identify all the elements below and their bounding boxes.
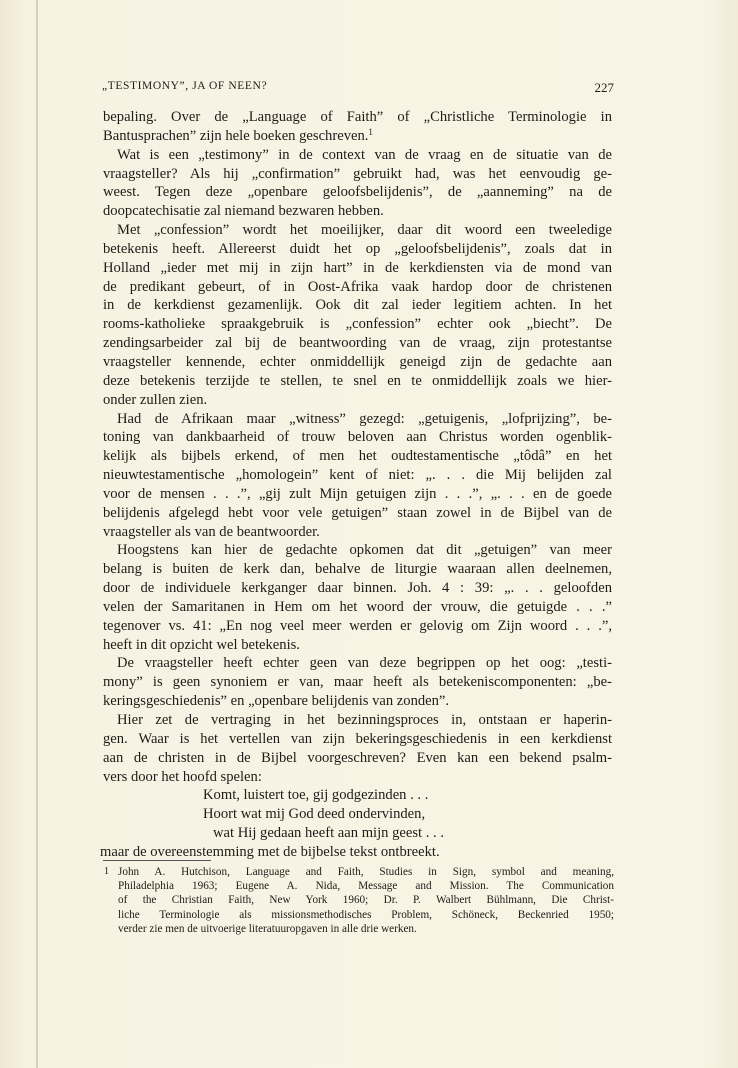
closing-line: maar de overeenstemming met de bijbelse tekst ontbreekt. xyxy=(100,843,440,860)
footnote-number: 1 xyxy=(104,866,109,877)
footnote-line: liche Terminologie als missionsmethodisches Problem, Schöneck, Beckenried 1950; xyxy=(118,908,614,921)
text-line: Hoogstens kan hier de gedachte opkomen dat dit „getuigen” van meer xyxy=(117,542,612,559)
footnote xyxy=(104,865,614,936)
text-line: kelijk als bijbels erkend, of men het oudtestamentische „tôdâ” en het xyxy=(103,448,612,465)
text-line: in de kerkdienst gezamenlijk. Ook dit zal ieder legitiem achten. In het xyxy=(103,297,612,314)
poem-line: Komt, luistert toe, gij godgezinden . . . xyxy=(203,787,429,804)
text-line: vraagsteller? Als hij „confirmation” gebruikt had, was het eenvoudig ge- xyxy=(103,165,612,182)
text-line: vraagsteller kennende, echter onmiddellijk geneigd zijn de gedachte aan xyxy=(103,353,612,370)
text-line: De vraagsteller heeft echter geen van deze begrippen op het oog: „testi- xyxy=(117,655,612,672)
text-line: heeft in dit opzicht wel betekenis. xyxy=(103,636,300,653)
text-line: mony” is geen synoniem er van, maar heeft als betekeniscomponenten: „be- xyxy=(103,674,612,691)
text-line: Hier zet de vertraging in het bezinningsproces in, ontstaan er haperin- xyxy=(117,712,612,728)
text-line: voor de mensen . . .”, „gij zult Mijn getuigen zijn . . .”, „. . . en de goede xyxy=(103,485,612,502)
text-line: doopcatechisatie zal niemand bezwaren hebben. xyxy=(103,203,384,220)
body-text xyxy=(100,108,612,862)
text-line: aan de christen in de Bijbel voorgeschreven? Even kan een bekend psalm- xyxy=(103,749,612,766)
poem-line: Hoort wat mij God deed ondervinden, xyxy=(203,806,426,823)
text-line: de predikant gebeurt, of in Oost-Afrika vaak hardop door de christenen xyxy=(103,278,612,295)
text-line: belang is buiten de kerk dan, behalve de liturgie waaraan allen deelnemen, xyxy=(103,561,612,578)
text-line: vraagsteller als van de beantwoorder. xyxy=(103,523,320,540)
footnote-line: Philadelphia 1963; Eugene A. Nida, Message and Mission. The Communication xyxy=(118,880,614,893)
text-line: bepaling. Over de „Language of Faith” of „Christliche Terminologie in xyxy=(103,109,612,125)
text-line: Bantusprachen” zijn hele boeken geschreven.$^1$ xyxy=(103,126,373,144)
page-number: 227 xyxy=(594,80,614,95)
text-line: Met „confession” wordt het moeilijker, daar dit woord een tweeledige xyxy=(117,222,612,239)
text-line: deze betekenis terzijde te stellen, te snel en te onmiddellijk zoals we hier- xyxy=(103,372,612,389)
text-line: rooms-katholieke spraakgebruik is „confession” echter ook „biecht”. De xyxy=(103,316,612,333)
text-line: vers door het hoofd spelen: xyxy=(103,768,262,785)
text-line: nieuwtestamentische „homologein” kent of niet: „. . . die Mij belijden zal xyxy=(103,467,612,484)
text-line: belijdenis afgelegd hebt voor vele getuigen” staan zowel in de Bijbel van de xyxy=(103,504,612,521)
text-line: velen der Samaritanen in Hem om het woord der vrouw, die getuigde . . .” xyxy=(103,598,612,615)
footnote-divider xyxy=(103,860,211,861)
footnote-line: verder zie men de uitvoerige literatuuropgaven in alle drie werken. xyxy=(118,922,417,935)
text-line: Holland „ieder met mij in zijn hart” in de kerkdiensten via de mond van xyxy=(103,259,612,276)
footnote-ref: 1 xyxy=(368,126,373,137)
text-line: door de individuele kerkganger daar binnen. Joh. 4 : 39: „. . . geloofden xyxy=(103,580,612,597)
footnote-line: of the Christian Faith, New York 1960; Dr. P. Walbert Bühlmann, Die Christ- xyxy=(118,894,614,907)
footnote-line: John A. Hutchison, Language and Faith, Studies in Sign, symbol and meaning, xyxy=(118,866,614,878)
text-line: Had de Afrikaan maar „witness” gezegd: „getuigenis, „lofprijzing”, be- xyxy=(117,410,612,427)
text-line: betekenis heeft. Allereerst duidt het op „geloofsbelijdenis”, zoals dat in xyxy=(103,240,612,257)
running-header xyxy=(102,80,614,96)
text-line: keringsgeschiedenis” en „openbare belijdenis van zonden”. xyxy=(103,693,450,710)
running-title: „TESTIMONY”, JA OF NEEN? xyxy=(102,80,268,92)
text-line: toning van dankbaarheid of trouw beloven aan Christus worden ogenblik- xyxy=(103,429,612,446)
text-line: zendingsarbeider zal bij de beantwoording van de vraag, zijn protestantse xyxy=(103,335,612,352)
text-line: weest. Tegen deze „openbare geloofsbelijdenis”, de „aanneming” na de xyxy=(103,184,612,201)
text-line: tegenover vs. 41: „En nog veel meer werden er gelovig om Zijn woord . . .”, xyxy=(103,617,612,634)
page-edge xyxy=(36,0,38,1068)
text-line: onder zullen zien. xyxy=(103,391,208,408)
text-line: gen. Waar is het vertellen van zijn bekeringsgeschiedenis in een kerkdienst xyxy=(103,730,612,747)
poem-line: wat Hij gedaan heeft aan mijn geest . . . xyxy=(213,825,444,842)
text-line: Wat is een „testimony” in de context van de vraag en de situatie van de xyxy=(117,146,612,163)
